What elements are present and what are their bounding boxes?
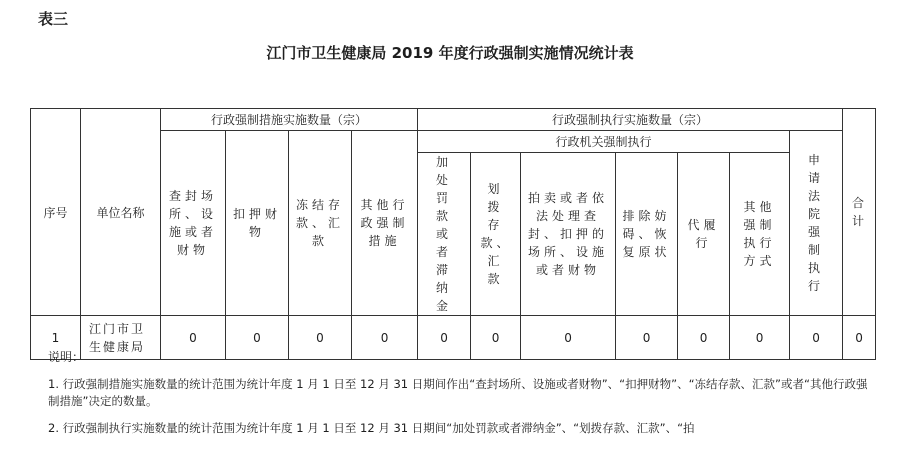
table-caption: 表三 <box>38 10 69 28</box>
header-exec-auction: 拍卖或者依法处理查封、扣押的场所、设施或者财物 <box>521 153 616 316</box>
header-seq: 序号 <box>31 109 81 316</box>
header-measures-group: 行政强制措施实施数量（宗） <box>161 109 418 131</box>
header-measure-seal: 查封场所、设施或者财物 <box>161 131 226 316</box>
cell-value: 0 <box>418 316 471 360</box>
cell-value: 0 <box>226 316 289 360</box>
cell-value: 0 <box>843 316 876 360</box>
notes-section <box>48 349 878 447</box>
cell-unit: 江门市卫生健康局 <box>81 316 161 360</box>
cell-value: 0 <box>471 316 521 360</box>
cell-value: 0 <box>730 316 790 360</box>
cell-value: 0 <box>289 316 352 360</box>
header-total: 合计 <box>843 109 876 316</box>
cell-value: 0 <box>352 316 418 360</box>
header-admin-exec-group: 行政机关强制执行 <box>418 131 790 153</box>
cell-value: 0 <box>521 316 616 360</box>
cell-value: 0 <box>790 316 843 360</box>
cell-value: 0 <box>616 316 678 360</box>
header-measure-seize: 扣押财物 <box>226 131 289 316</box>
statistics-table <box>30 108 876 360</box>
cell-value: 0 <box>678 316 730 360</box>
header-exec-group: 行政强制执行实施数量（宗） <box>418 109 843 131</box>
header-unit: 单位名称 <box>81 109 161 316</box>
header-measure-freeze: 冻结存款、汇款 <box>289 131 352 316</box>
header-court-exec: 申请法院强制执行 <box>790 131 843 316</box>
note-item: 2. 行政强制执行实施数量的统计范围为统计年度 1 月 1 日至 12 月 31 日期间“加处罚款或者滞纳金”、“划拨存款、汇款”、“拍 <box>48 421 695 435</box>
header-exec-fine: 加处罚款或者滞纳金 <box>418 153 471 316</box>
header-measure-other: 其他行政强制措施 <box>352 131 418 316</box>
cell-seq: 1 <box>31 316 81 360</box>
header-exec-substitute: 代履行 <box>678 153 730 316</box>
page-title: 江门市卫生健康局 2019 年度行政强制实施情况统计表 <box>266 44 634 62</box>
cell-value: 0 <box>161 316 226 360</box>
header-exec-transfer: 划拨存款、汇款 <box>471 153 521 316</box>
header-exec-remove-obstacle: 排除妨碍、恢复原状 <box>616 153 678 316</box>
note-item: 1. 行政强制措施实施数量的统计范围为统计年度 1 月 1 日至 12 月 31 日期间作出“查封场所、设施或者财物”、“扣押财物”、“冻结存款、汇款”或者“其他行政强制措施”决定的数量。 <box>48 377 868 408</box>
header-exec-other: 其他强制执行方式 <box>730 153 790 316</box>
notes-label: 说明： <box>48 350 85 364</box>
